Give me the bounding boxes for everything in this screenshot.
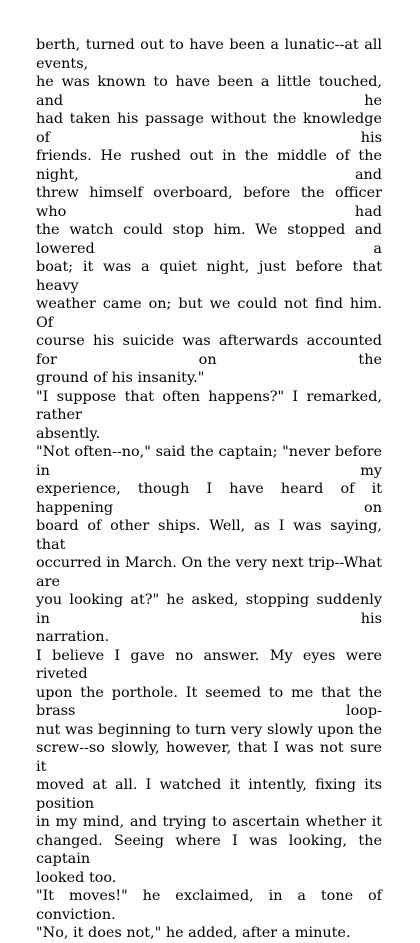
text-line: the watch could stop him. We stopped and lowered a (36, 222, 382, 257)
text-line: "It moves!" he exclaimed, in a tone of conviction. (36, 888, 382, 923)
text-line: "I suppose that often happens?" I remarked, rather (36, 388, 382, 423)
text-line: absently. (36, 425, 101, 442)
text-line: changed. Seeing where I was looking, the captain (36, 832, 382, 867)
text-line: ground of his insanity." (36, 370, 205, 386)
text-line: boat; it was a quiet night, just before that heavy (36, 259, 382, 294)
text-line: narration. (36, 629, 110, 645)
text-line: had taken his passage without the knowledge of his (36, 111, 382, 146)
text-line: looked too. (36, 869, 117, 886)
text-line: you looking at?" he asked, stopping suddenly in his (36, 592, 382, 627)
text-line: he was known to have been a little touched, and he (36, 74, 382, 109)
text-line: berth, turned out to have been a lunatic--at all events, (36, 37, 382, 72)
paragraph-1 (36, 36, 382, 388)
text-line: in my mind, and trying to ascertain whether it (36, 814, 382, 830)
text-line: experience, though I have heard of it happening on (36, 481, 382, 516)
text-line: "No, it does not," he added, after a minute. (36, 925, 351, 941)
text-line: weather came on; but we could not find him. Of (36, 296, 382, 331)
document-page (36, 36, 382, 943)
paragraph-5 (36, 887, 382, 943)
paragraph-4 (36, 647, 382, 888)
text-line: screw--so slowly, however, that I was not sure it (36, 740, 382, 775)
paragraph-2 (36, 388, 382, 444)
text-line: friends. He rushed out in the middle of the night, and (36, 148, 382, 183)
text-line: upon the porthole. It seemed to me that the brass loop- (36, 684, 382, 719)
text-line: occurred in March. On the very next trip--What are (36, 555, 382, 590)
text-line: moved at all. I watched it intently, fixing its position (36, 777, 382, 812)
text-line: course his suicide was afterwards accounted for on the (36, 333, 382, 368)
text-line: board of other ships. Well, as I was saying, that (36, 518, 382, 553)
text-line: threw himself overboard, before the officer who had (36, 185, 382, 220)
text-line: "Not often--no," said the captain; "never before in my (36, 444, 382, 479)
text-line: I believe I gave no answer. My eyes were riveted (36, 647, 382, 682)
paragraph-3 (36, 443, 382, 647)
text-line: nut was beginning to turn very slowly upon the (36, 721, 382, 738)
